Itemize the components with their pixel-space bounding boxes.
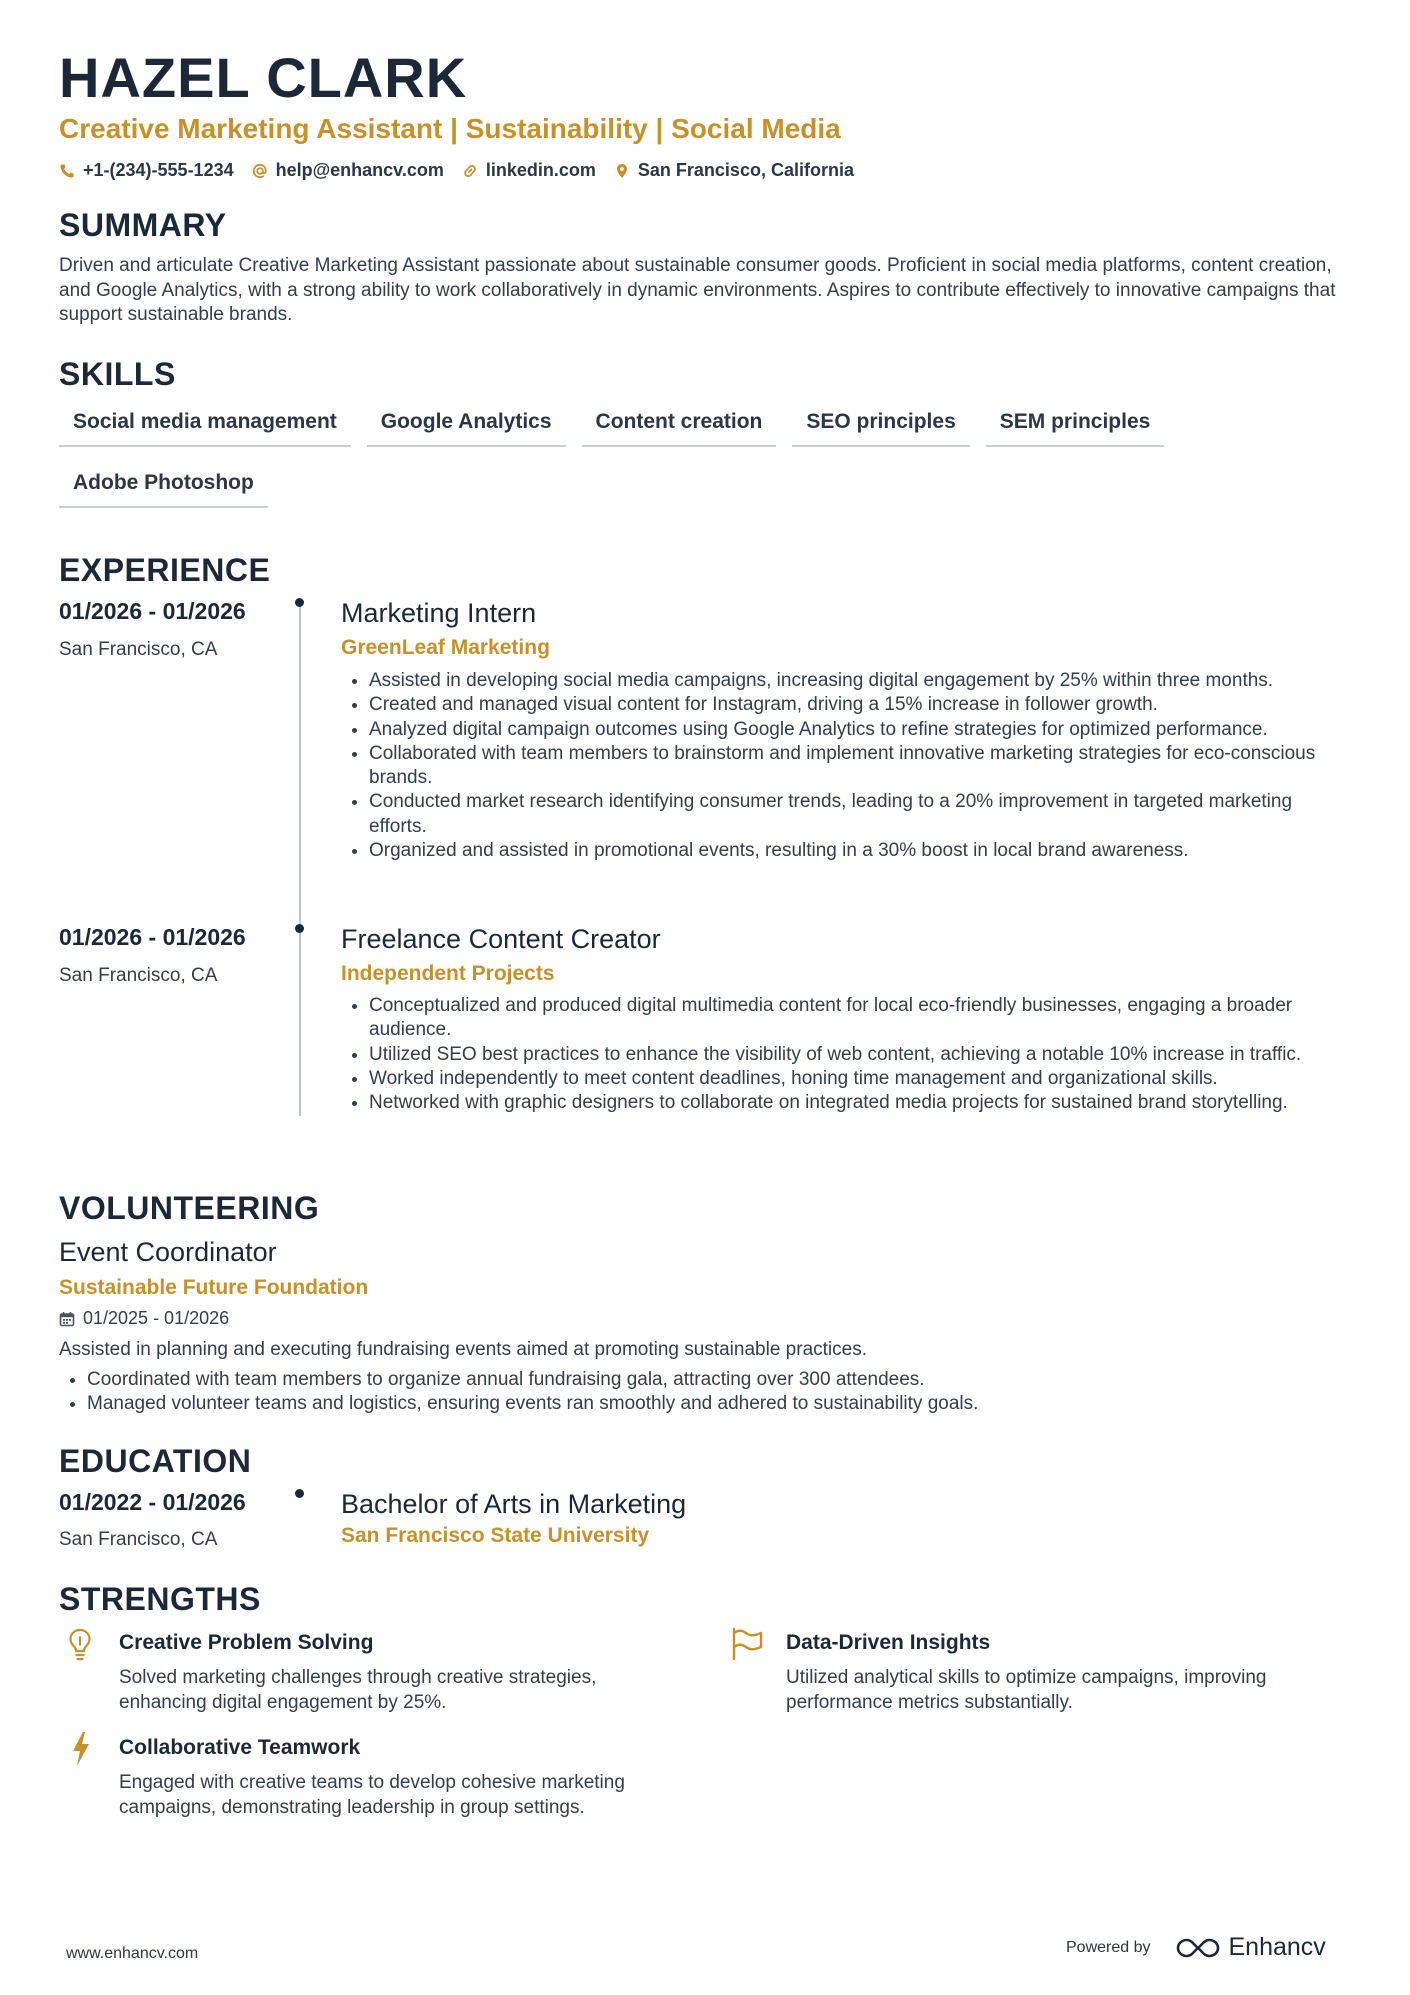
bullet-item: • Created and managed visual content for Instagram, driving a 15% increase in follower growth. bbox=[369, 693, 1341, 717]
summary-text: Driven and articulate Creative Marketing Assistant passionate about sustainable consumer goods. Proficient in social media platforms, content creation, and Google Analytics, with a strong ability to work collaboratively in dynamic environments. Aspires to contribute effectively to innovative campaigns that support sustainable brands. bbox=[59, 255, 1336, 325]
experience-bullets bbox=[341, 994, 1341, 1115]
skill-tag: Social media management bbox=[59, 404, 351, 447]
strength-title: Collaborative Teamwork bbox=[119, 1736, 361, 1759]
volunteering-role: Event Coordinator bbox=[59, 1237, 277, 1267]
bullet-item: • Conducted market research identifying consumer trends, leading to a 20% improvement in targeted marketing efforts. bbox=[369, 790, 1341, 839]
contact-phone[interactable] bbox=[59, 160, 234, 181]
enhancv-wordmark: Enhancv bbox=[1228, 1933, 1326, 1961]
bullet-item: • Utilized SEO best practices to enhance the visibility of web content, achieving a notable 10% increase in traffic. bbox=[369, 1043, 1341, 1067]
calendar-icon bbox=[59, 1311, 75, 1327]
enhancv-logo-icon bbox=[1175, 1936, 1221, 1960]
bullet-item: • Coordinated with team members to organize annual fundraising gala, attracting over 300 attendees. bbox=[87, 1368, 1259, 1392]
at-icon bbox=[252, 163, 268, 179]
bullet-item: • Analyzed digital campaign outcomes using Google Analytics to refine strategies for optimized performance. bbox=[369, 718, 1341, 742]
contact-location-text: San Francisco, California bbox=[637, 160, 854, 180]
skill-tag: Content creation bbox=[582, 404, 777, 447]
skills-title: SKILLS bbox=[59, 356, 176, 392]
skills-list bbox=[59, 404, 1299, 508]
lightbulb-icon bbox=[66, 1627, 94, 1663]
volunteering-description: Assisted in planning and executing fundraising events aimed at promoting sustainable practices. bbox=[59, 1339, 867, 1360]
strength-title: Data-Driven Insights bbox=[786, 1631, 991, 1654]
bullet-item: • Networked with graphic designers to collaborate on integrated media projects for sustained brand storytelling. bbox=[369, 1091, 1341, 1115]
strength-title: Creative Problem Solving bbox=[119, 1631, 374, 1654]
experience-role: Marketing Intern bbox=[341, 598, 537, 628]
strength-description: Utilized analytical skills to optimize campaigns, improving performance metrics substantially. bbox=[786, 1667, 1267, 1713]
education-location: San Francisco, CA bbox=[59, 1529, 218, 1550]
flag-icon bbox=[730, 1627, 766, 1661]
strength-description: Engaged with creative teams to develop cohesive marketing campaigns, demonstrating leadership in group settings. bbox=[119, 1772, 625, 1818]
experience-location: San Francisco, CA bbox=[59, 965, 218, 986]
experience-date: 01/2026 - 01/2026 bbox=[59, 924, 246, 950]
strengths-title: STRENGTHS bbox=[59, 1581, 261, 1617]
contact-email[interactable] bbox=[252, 160, 444, 181]
contact-linkedin-text: linkedin.com bbox=[485, 160, 596, 180]
education-date: 01/2022 - 01/2026 bbox=[59, 1489, 246, 1515]
strength-description: Solved marketing challenges through creative strategies, enhancing digital engagement by 25%. bbox=[119, 1667, 597, 1713]
timeline-dot bbox=[295, 598, 304, 607]
skill-tag: Google Analytics bbox=[367, 404, 566, 447]
link-icon bbox=[462, 163, 478, 179]
bullet-item: • Collaborated with team members to brainstorm and implement innovative marketing strategies for eco-conscious brands. bbox=[369, 742, 1341, 791]
powered-by-label: Powered by bbox=[1066, 1938, 1151, 1956]
summary-title: SUMMARY bbox=[59, 207, 227, 243]
experience-timeline bbox=[299, 602, 301, 1116]
skill-tag: Adobe Photoshop bbox=[59, 465, 268, 508]
contact-email-text: help@enhancv.com bbox=[275, 160, 444, 180]
timeline-dot bbox=[295, 924, 304, 933]
headline: Creative Marketing Assistant | Sustainability | Social Media bbox=[59, 113, 841, 144]
contact-location bbox=[614, 160, 854, 181]
volunteering-organization: Sustainable Future Foundation bbox=[59, 1276, 369, 1299]
candidate-name: HAZEL CLARK bbox=[59, 46, 468, 109]
experience-date: 01/2026 - 01/2026 bbox=[59, 598, 246, 624]
experience-role: Freelance Content Creator bbox=[341, 924, 661, 954]
experience-company: Independent Projects bbox=[341, 962, 555, 985]
bullet-item: • Organized and assisted in promotional events, resulting in a 30% boost in local brand awareness. bbox=[369, 839, 1341, 863]
volunteering-date-text: 01/2025 - 01/2026 bbox=[83, 1308, 230, 1328]
experience-bullets bbox=[341, 669, 1341, 863]
lightning-icon bbox=[70, 1731, 92, 1767]
enhancv-logo[interactable] bbox=[1175, 1933, 1326, 1962]
contact-bar bbox=[59, 160, 854, 181]
volunteering-bullets bbox=[59, 1368, 1259, 1417]
contact-linkedin[interactable] bbox=[462, 160, 596, 181]
education-degree: Bachelor of Arts in Marketing bbox=[341, 1489, 687, 1519]
education-title: EDUCATION bbox=[59, 1443, 252, 1479]
experience-title: EXPERIENCE bbox=[59, 552, 271, 588]
footer-website[interactable]: www.enhancv.com bbox=[66, 1945, 199, 1962]
skill-tag: SEO principles bbox=[792, 404, 969, 447]
volunteering-date bbox=[59, 1308, 229, 1329]
bullet-item: • Assisted in developing social media campaigns, increasing digital engagement by 25% within three months. bbox=[369, 669, 1341, 693]
location-icon bbox=[614, 163, 630, 179]
bullet-item: • Worked independently to meet content deadlines, honing time management and organizational skills. bbox=[369, 1067, 1341, 1091]
education-school: San Francisco State University bbox=[341, 1524, 650, 1547]
timeline-dot bbox=[295, 1489, 304, 1498]
contact-phone-text: +1-(234)-555-1234 bbox=[83, 160, 234, 180]
bullet-item: • Conceptualized and produced digital multimedia content for local eco-friendly businesses, engaging a broader audience. bbox=[369, 994, 1341, 1043]
experience-company: GreenLeaf Marketing bbox=[341, 636, 550, 659]
footer-branding bbox=[1066, 1933, 1326, 1962]
phone-icon bbox=[59, 163, 75, 179]
bullet-item: • Managed volunteer teams and logistics, ensuring events ran smoothly and adhered to sustainability goals. bbox=[87, 1392, 1259, 1416]
skill-tag: SEM principles bbox=[986, 404, 1165, 447]
experience-location: San Francisco, CA bbox=[59, 639, 218, 660]
volunteering-title: VOLUNTEERING bbox=[59, 1190, 320, 1226]
